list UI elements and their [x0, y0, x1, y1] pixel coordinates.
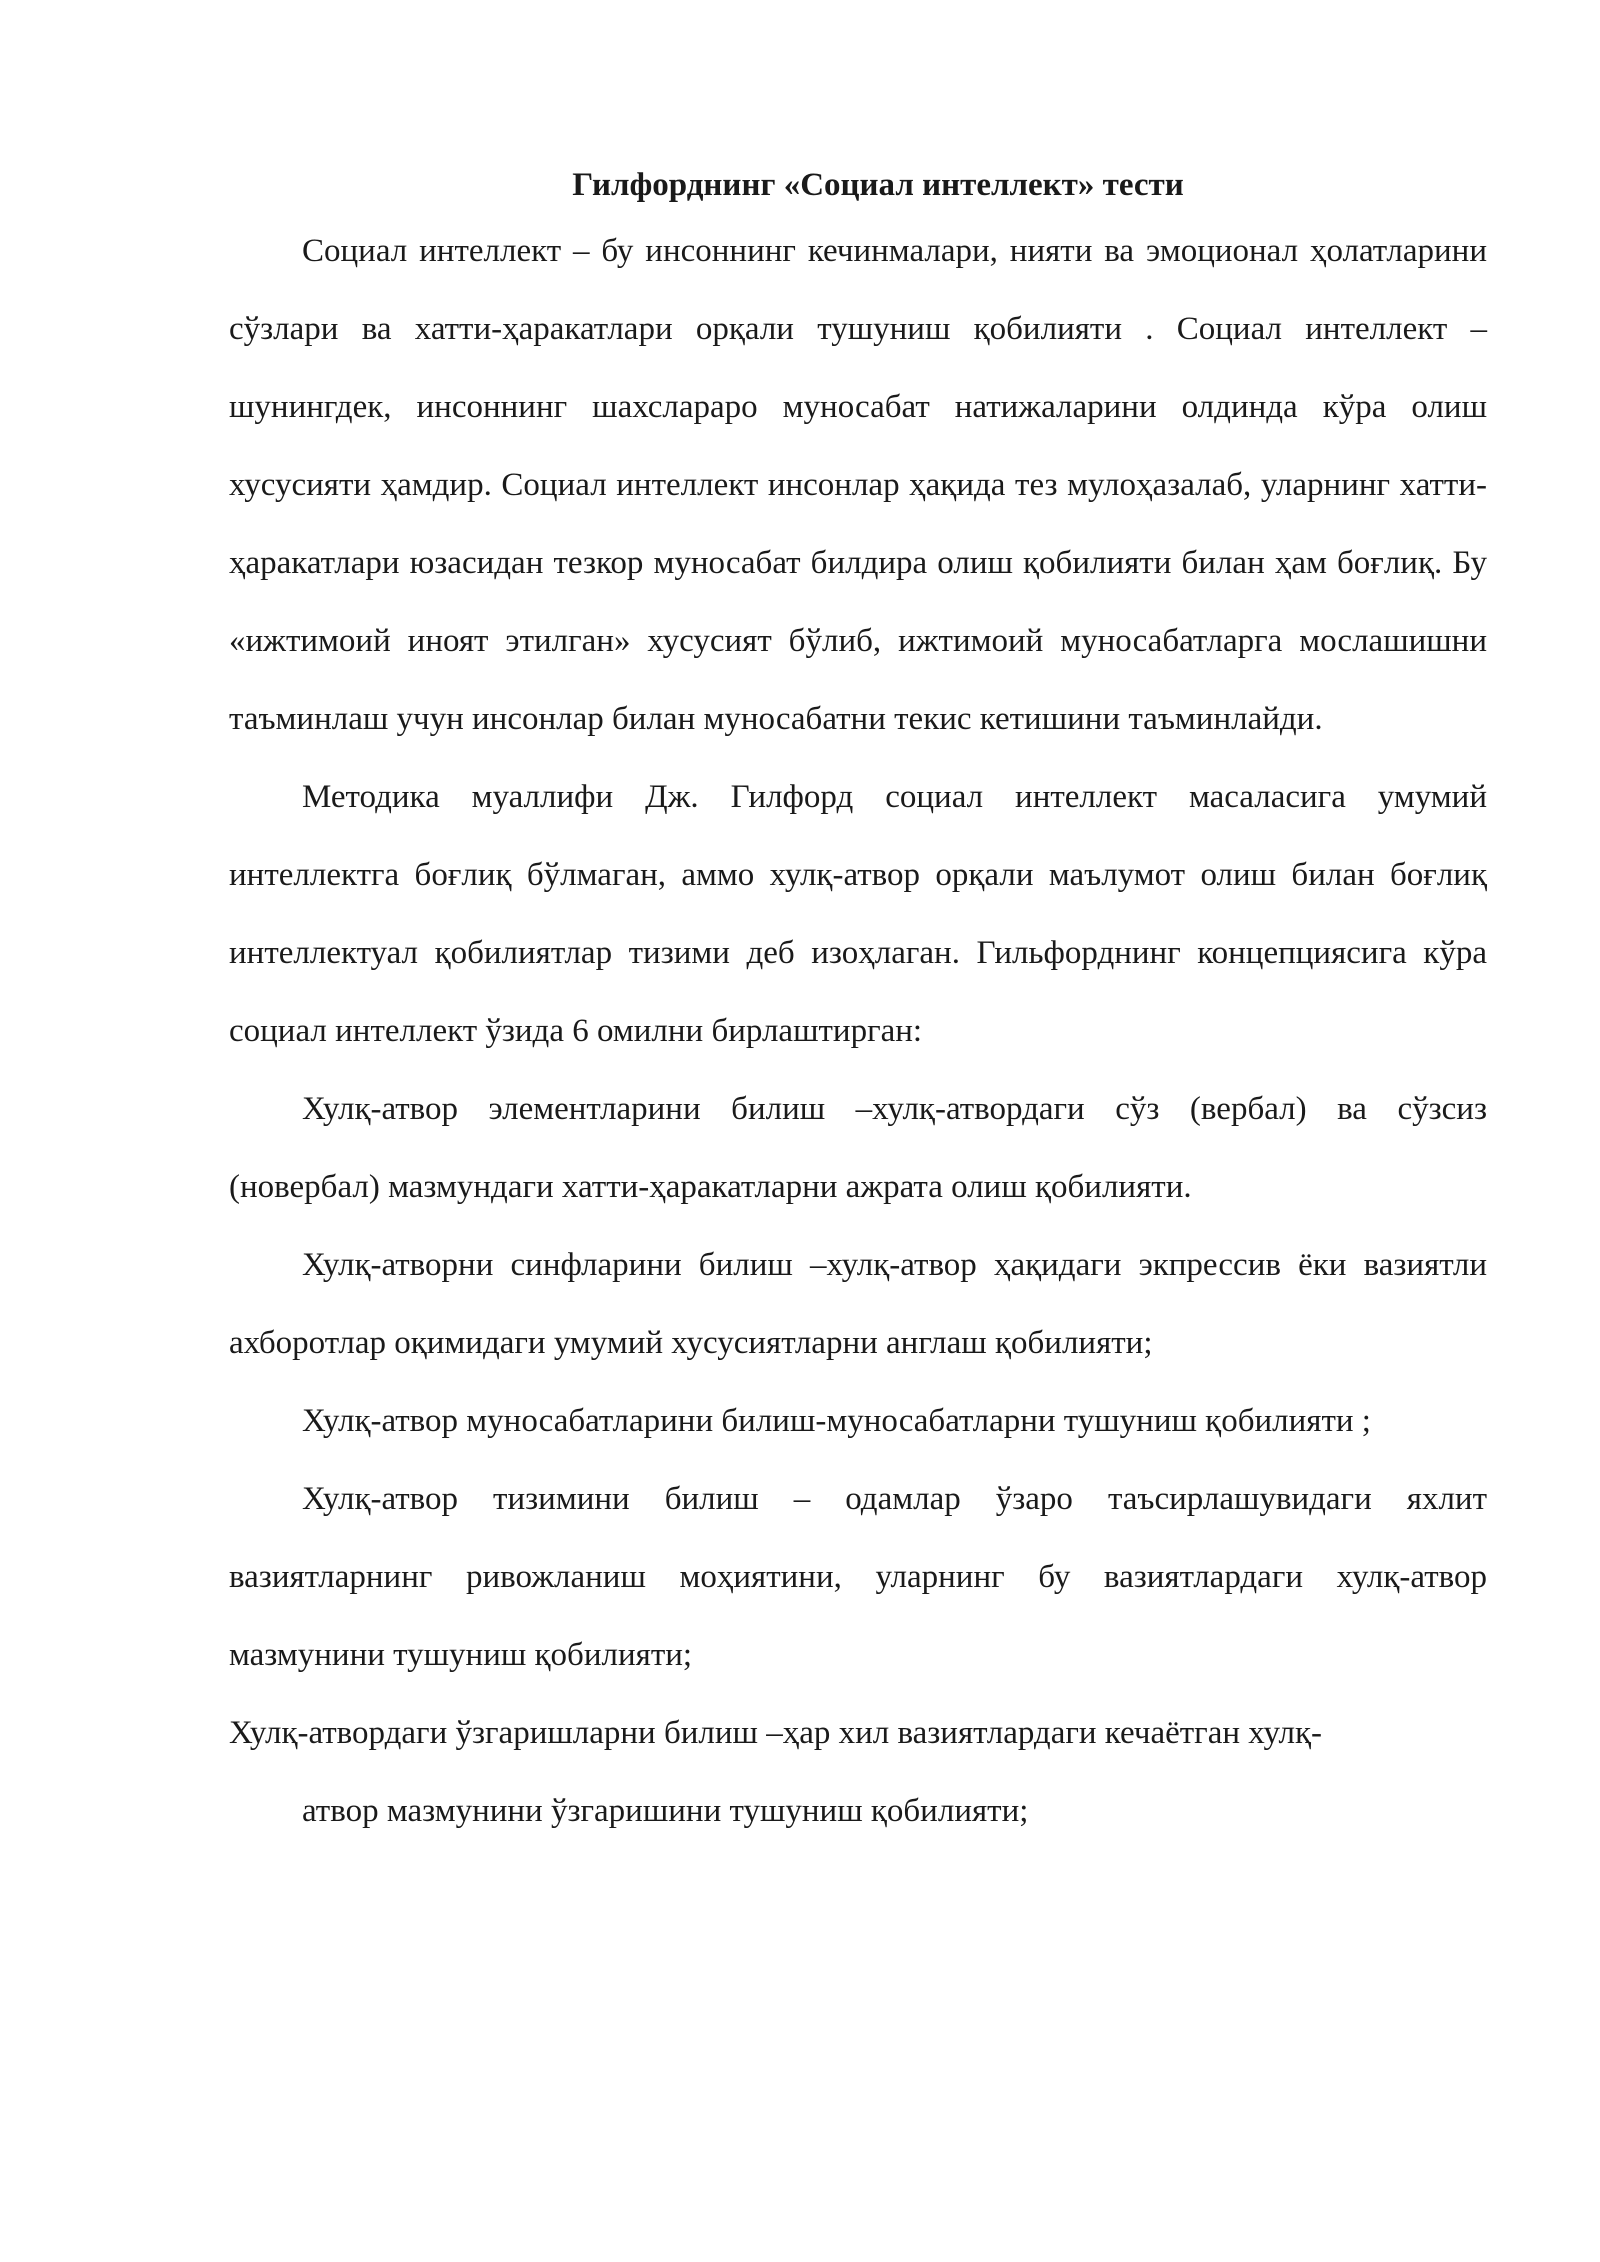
document-title: Гилфорднинг «Социал интеллект» тести	[572, 167, 1184, 203]
paragraph-factor-systems: Хулқ-атвор тизимини билиш – одамлар ўзаро таъсирлашувидаги яхлит вазиятларнинг ривожланиш моҳиятини, уларнинг бу вазиятлардаги хулқ-атвор мазмунини тушуниш қобилияти;	[229, 1481, 1487, 1673]
paragraph-factor-classes: Хулқ-атворни синфларини билиш –хулқ-атвор ҳақидаги экпрессив ёки вазиятли ахборотлар оқимидаги умумий хусусиятларни англаш қобилияти;	[229, 1247, 1487, 1361]
paragraph-definition: Социал интеллект – бу инсоннинг кечинмалари, нияти ва эмоционал ҳолатларини сўзлари ва хатти-ҳаракатлари орқали тушуниш қобилияти . Социал интеллект – шунингдек, инсоннинг шахслараро муносабат натижаларини олдинда кўра олиш хусусияти ҳамдир. Социал интеллект инсонлар ҳақида тез мулоҳазалаб, уларнинг хатти-ҳаракатлари юзасидан тезкор муносабат билдира олиш қобилияти билан ҳам боғлиқ. Бу «ижтимоий иноят этилган» хусусият бўлиб, ижтимоий муносабатларга мослашишни таъминлаш учун инсонлар билан муносабатни текис кетишини таъминлайди.	[229, 233, 1487, 737]
paragraph-methodology: Методика муаллифи Дж. Гилфорд социал интеллект масаласига умумий интеллектга боғлиқ бўлмаган, аммо хулқ-атвор орқали маълумот олиш билан боғлиқ интеллектуал қобилиятлар тизими деб изоҳлаган. Гильфорднинг концепциясига кўра социал интеллект ўзида 6 омилни бирлаштирган:	[229, 779, 1487, 1049]
paragraph-factor-relations: Хулқ-атвор муносабатларини билиш-муносабатларни тушуниш қобилияти ;	[302, 1403, 1371, 1439]
paragraph-factor-elements: Хулқ-атвор элементларини билиш –хулқ-атвордаги сўз (вербал) ва сўзсиз (новербал) мазмундаги хатти-ҳаракатларни ажрата олиш қобилияти.	[229, 1091, 1487, 1205]
paragraph-factor-changes-line2: атвор мазмунини ўзгаришини тушуниш қобилияти;	[302, 1793, 1029, 1829]
paragraph-factor-changes-line1: Хулқ-атвордаги ўзгаришларни билиш –ҳар хил вазиятлардаги кечаётган хулқ-	[229, 1715, 1323, 1751]
